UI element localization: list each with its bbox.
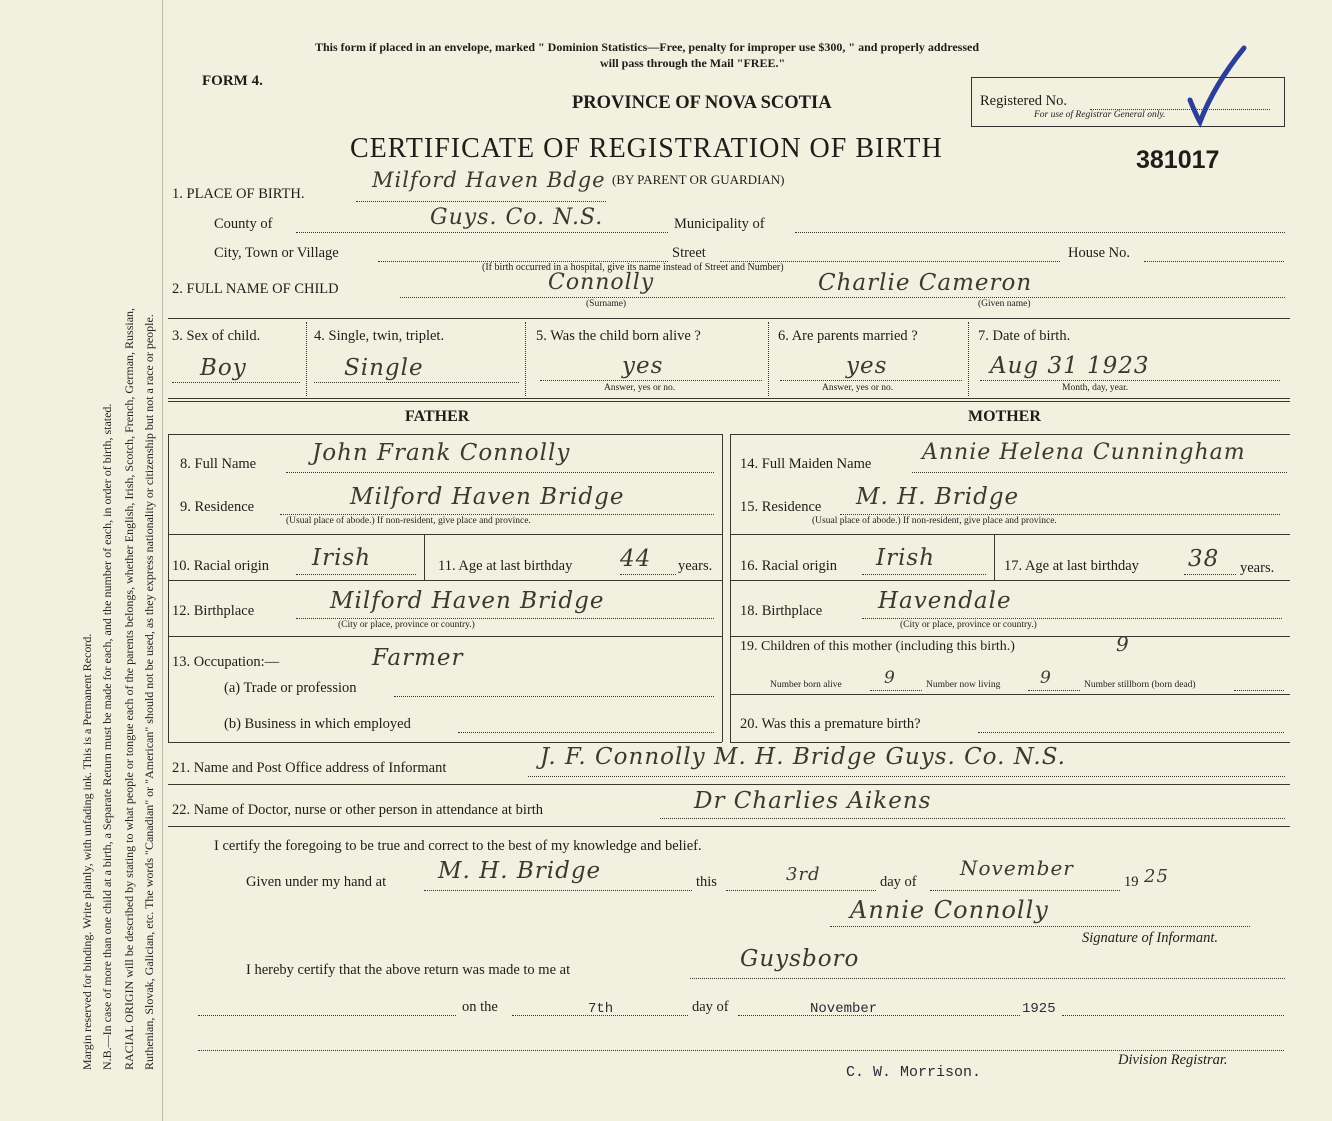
- given-day-line: [726, 890, 876, 891]
- multiplicity-dotted-line: [314, 382, 519, 383]
- father-box-right: [722, 434, 723, 742]
- this-label: this: [696, 874, 717, 890]
- given-name-note: (Given name): [978, 299, 1031, 309]
- informant-value: J. F. Connolly M. H. Bridge Guys. Co. N.S.: [540, 744, 1066, 770]
- father-business-label: (b) Business in which employed: [224, 716, 411, 732]
- return-label: I hereby certify that the above return was made to me at: [246, 962, 571, 978]
- on-the-label: on the: [462, 999, 498, 1015]
- mother-abode-note: (Usual place of abode.) If non-resident, give place and province.: [812, 516, 1057, 526]
- born-alive-count-line: [870, 690, 922, 691]
- father-box-left: [168, 434, 169, 742]
- row-divider-parents: [168, 398, 1290, 399]
- on-the-lead-line: [198, 1015, 456, 1016]
- mother-residence-line: [840, 514, 1280, 515]
- place-dotted-line: [356, 201, 606, 202]
- binding-margin-line: [162, 0, 163, 1121]
- mother-birthplace-note: (City or place, province or country.): [900, 620, 1037, 630]
- municipality-dotted-line: [795, 232, 1285, 233]
- given-year: 25: [1144, 866, 1169, 887]
- father-divider-3: [168, 636, 722, 637]
- married-note: Answer, yes or no.: [822, 383, 894, 393]
- on-month-line: [738, 1015, 1020, 1016]
- born-alive-value: yes: [622, 353, 664, 379]
- registrar-label: Division Registrar.: [1118, 1052, 1228, 1068]
- mother-residence: M. H. Bridge: [856, 484, 1020, 510]
- registrar-note: For use of Registrar General only.: [1034, 110, 1166, 120]
- now-living-line: [1028, 690, 1080, 691]
- on-year-line: [1062, 1015, 1284, 1016]
- dob-dotted-line: [980, 380, 1280, 381]
- born-alive-note: Answer, yes or no.: [604, 383, 676, 393]
- sex-label: 3. Sex of child.: [172, 328, 261, 344]
- sex-value: Boy: [200, 355, 247, 381]
- father-box-bottom: [168, 742, 722, 743]
- multiplicity-value: Single: [344, 355, 424, 381]
- married-label: 6. Are parents married ?: [778, 328, 918, 344]
- father-name-line: [286, 472, 714, 473]
- signature-label: Signature of Informant.: [1082, 930, 1219, 946]
- on-month: November: [810, 1001, 878, 1017]
- informant-line: [528, 776, 1285, 777]
- municipality-label: Municipality of: [674, 216, 765, 232]
- mother-age-line: [1184, 574, 1236, 575]
- registrar-line: [198, 1050, 1284, 1051]
- mother-racial-line: [862, 574, 986, 575]
- surname-note: (Surname): [586, 299, 627, 309]
- county-dotted-line: [296, 232, 668, 233]
- place-of-birth-value: Milford Haven Bdge: [372, 168, 606, 192]
- mother-name: Annie Helena Cunningham: [922, 440, 1246, 465]
- county-label: County of: [214, 216, 273, 232]
- mother-children: 9: [1116, 632, 1130, 656]
- doctor-label: 22. Name of Doctor, nurse or other person in attendance at birth: [172, 802, 544, 818]
- check-mark-icon: [1182, 40, 1252, 130]
- given-day: 3rd: [786, 864, 821, 885]
- born-alive-count-label: Number born alive: [770, 680, 842, 690]
- given-month: November: [960, 856, 1074, 880]
- postal-notice-2: will pass through the Mail "FREE.": [600, 56, 786, 70]
- mother-racial: Irish: [876, 545, 936, 571]
- dob-label: 7. Date of birth.: [978, 328, 1071, 344]
- premature-line: [978, 732, 1284, 733]
- married-dotted-line: [780, 380, 962, 381]
- certify-statement: I certify the foregoing to be true and correct to the best of my knowledge and belief.: [214, 838, 702, 854]
- col-sep-4: [968, 322, 969, 396]
- father-occupation: Farmer: [372, 645, 464, 671]
- father-birthplace: Milford Haven Bridge: [330, 588, 605, 614]
- child-name-dotted-line: [400, 297, 1285, 298]
- col-sep-2: [525, 322, 526, 396]
- mother-divider-1: [730, 534, 1290, 535]
- row-divider-informant: [168, 784, 1290, 785]
- mother-birthplace: Havendale: [878, 588, 1012, 614]
- province-title: PROVINCE OF NOVA SCOTIA: [572, 93, 832, 113]
- mother-divider-3: [730, 636, 1290, 637]
- father-business-line: [458, 732, 714, 733]
- page-title: CERTIFICATE OF REGISTRATION OF BIRTH: [350, 133, 943, 164]
- father-trade-line: [394, 696, 714, 697]
- by-parent-note: (BY PARENT OR GUARDIAN): [612, 172, 785, 187]
- father-residence-label: 9. Residence: [180, 499, 255, 515]
- father-years: years.: [678, 558, 713, 574]
- given-under-label: Given under my hand at: [246, 874, 387, 890]
- father-racial: Irish: [312, 545, 372, 571]
- house-dotted-line: [1144, 261, 1284, 262]
- father-box-top: [168, 434, 722, 435]
- father-racial-sep: [424, 534, 425, 580]
- on-dayof-label: day of: [692, 999, 729, 1015]
- mother-name-label: 14. Full Maiden Name: [740, 456, 872, 472]
- doctor-line: [660, 818, 1285, 819]
- mother-box-top: [730, 434, 1290, 435]
- mother-divider-4: [730, 694, 1290, 695]
- born-alive-dotted-line: [540, 380, 762, 381]
- given-place: M. H. Bridge: [438, 858, 602, 884]
- year-prefix: 19: [1124, 874, 1139, 890]
- father-racial-line: [296, 574, 416, 575]
- stillborn-label: Number stillborn (born dead): [1084, 680, 1196, 690]
- house-number-label: House No.: [1068, 245, 1131, 261]
- father-abode-note: (Usual place of abode.) If non-resident, give place and province.: [286, 516, 531, 526]
- mother-name-line: [912, 472, 1287, 473]
- mother-racial-sep: [994, 534, 995, 580]
- mother-age: 38: [1188, 546, 1220, 572]
- father-heading: FATHER: [405, 408, 470, 425]
- mother-heading: MOTHER: [968, 408, 1041, 425]
- place-of-birth-label: 1. PLACE OF BIRTH.: [172, 186, 305, 202]
- postal-notice: This form if placed in an envelope, marked " Dominion Statistics—Free, penalty for improper use $300, " and properly addressed: [315, 40, 980, 54]
- mother-birthplace-line: [862, 618, 1282, 619]
- mother-divider-2: [730, 580, 1290, 581]
- father-age-label: 11. Age at last birthday: [438, 558, 573, 574]
- col-sep-3: [768, 322, 769, 396]
- row-divider-parents-2: [168, 401, 1290, 402]
- given-month-line: [930, 890, 1120, 891]
- dob-value: Aug 31 1923: [990, 353, 1150, 379]
- father-racial-label: 10. Racial origin: [172, 558, 270, 574]
- father-birthplace-label: 12. Birthplace: [172, 603, 255, 619]
- on-year: 1925: [1022, 1001, 1056, 1017]
- return-place: Guysboro: [740, 946, 860, 972]
- margin-notes: [0, 0, 160, 1121]
- margin-note-binding: Margin reserved for binding. Write plainly, with unfading ink. This is a Permanent Record.: [80, 633, 94, 1070]
- informant-signature: Annie Connolly: [850, 896, 1049, 924]
- col-sep-1: [306, 322, 307, 396]
- certificate-number: 381017: [1136, 146, 1220, 174]
- now-living-count: 9: [1040, 668, 1052, 688]
- mother-box-bottom: [730, 742, 1290, 743]
- margin-note-racial-2: Ruthenian, Slovak, Galician, etc. The words "Canadian" or "American" should not be used, as they express nationality or citizenship but not a race or people.: [142, 314, 156, 1070]
- return-line: [690, 978, 1285, 979]
- registrar-name: C. W. Morrison.: [846, 1064, 982, 1081]
- mother-age-label: 17. Age at last birthday: [1004, 558, 1139, 574]
- hospital-note: (If birth occurred in a hospital, give its name instead of Street and Number): [482, 262, 784, 273]
- father-birthplace-line: [296, 618, 714, 619]
- given-place-line: [424, 890, 692, 891]
- father-name: John Frank Connolly: [312, 440, 571, 466]
- dayof-label: day of: [880, 874, 917, 890]
- registered-label: Registered No.: [980, 93, 1067, 109]
- father-divider-2: [168, 580, 722, 581]
- mother-years: years.: [1240, 560, 1275, 576]
- father-occupation-label: 13. Occupation:—: [172, 654, 280, 670]
- married-value: yes: [846, 353, 888, 379]
- row-divider-doctor: [168, 826, 1290, 827]
- signature-line: [830, 926, 1250, 927]
- mother-box-left: [730, 434, 731, 742]
- father-name-label: 8. Full Name: [180, 456, 257, 472]
- form-number: FORM 4.: [202, 73, 263, 89]
- child-given-name: Charlie Cameron: [818, 270, 1033, 296]
- stillborn-line: [1234, 690, 1284, 691]
- now-living-label: Number now living: [926, 680, 1001, 690]
- father-age-line: [620, 574, 676, 575]
- on-day: 7th: [588, 1001, 614, 1017]
- born-alive-count: 9: [884, 668, 896, 688]
- multiplicity-label: 4. Single, twin, triplet.: [314, 328, 445, 344]
- mother-birthplace-label: 18. Birthplace: [740, 603, 823, 619]
- informant-label: 21. Name and Post Office address of Informant: [172, 760, 447, 776]
- mother-residence-label: 15. Residence: [740, 499, 822, 515]
- father-residence: Milford Haven Bridge: [350, 484, 625, 510]
- city-label: City, Town or Village: [214, 245, 339, 261]
- county-value: Guys. Co. N.S.: [430, 205, 604, 230]
- child-name-label: 2. FULL NAME OF CHILD: [172, 281, 339, 297]
- dob-note: Month, day, year.: [1062, 383, 1129, 393]
- margin-note-racial: RACIAL ORIGIN will be described by stating to what people or tongue each of the parents belongs, whether English, Irish, Scotch, French, German, Russian,: [122, 307, 136, 1070]
- row-divider-top: [168, 318, 1290, 319]
- father-trade-label: (a) Trade or profession: [224, 680, 357, 696]
- on-day-line: [512, 1015, 688, 1016]
- born-alive-label: 5. Was the child born alive ?: [536, 328, 701, 344]
- father-residence-line: [280, 514, 714, 515]
- sex-dotted-line: [172, 382, 300, 383]
- street-label: Street: [672, 245, 706, 261]
- child-surname: Connolly: [548, 270, 655, 295]
- premature-label: 20. Was this a premature birth?: [740, 716, 921, 732]
- father-divider-1: [168, 534, 722, 535]
- margin-note-nb: N.B.—In case of more than one child at a birth, a Separate Return must be made for each, and the number of each, in order of birth, stated.: [100, 403, 114, 1070]
- father-birthplace-note: (City or place, province or country.): [338, 620, 475, 630]
- father-age: 44: [620, 546, 652, 572]
- mother-racial-label: 16. Racial origin: [740, 558, 838, 574]
- doctor-value: Dr Charlies Aikens: [694, 788, 932, 814]
- mother-children-label: 19. Children of this mother (including this birth.): [740, 639, 1015, 654]
